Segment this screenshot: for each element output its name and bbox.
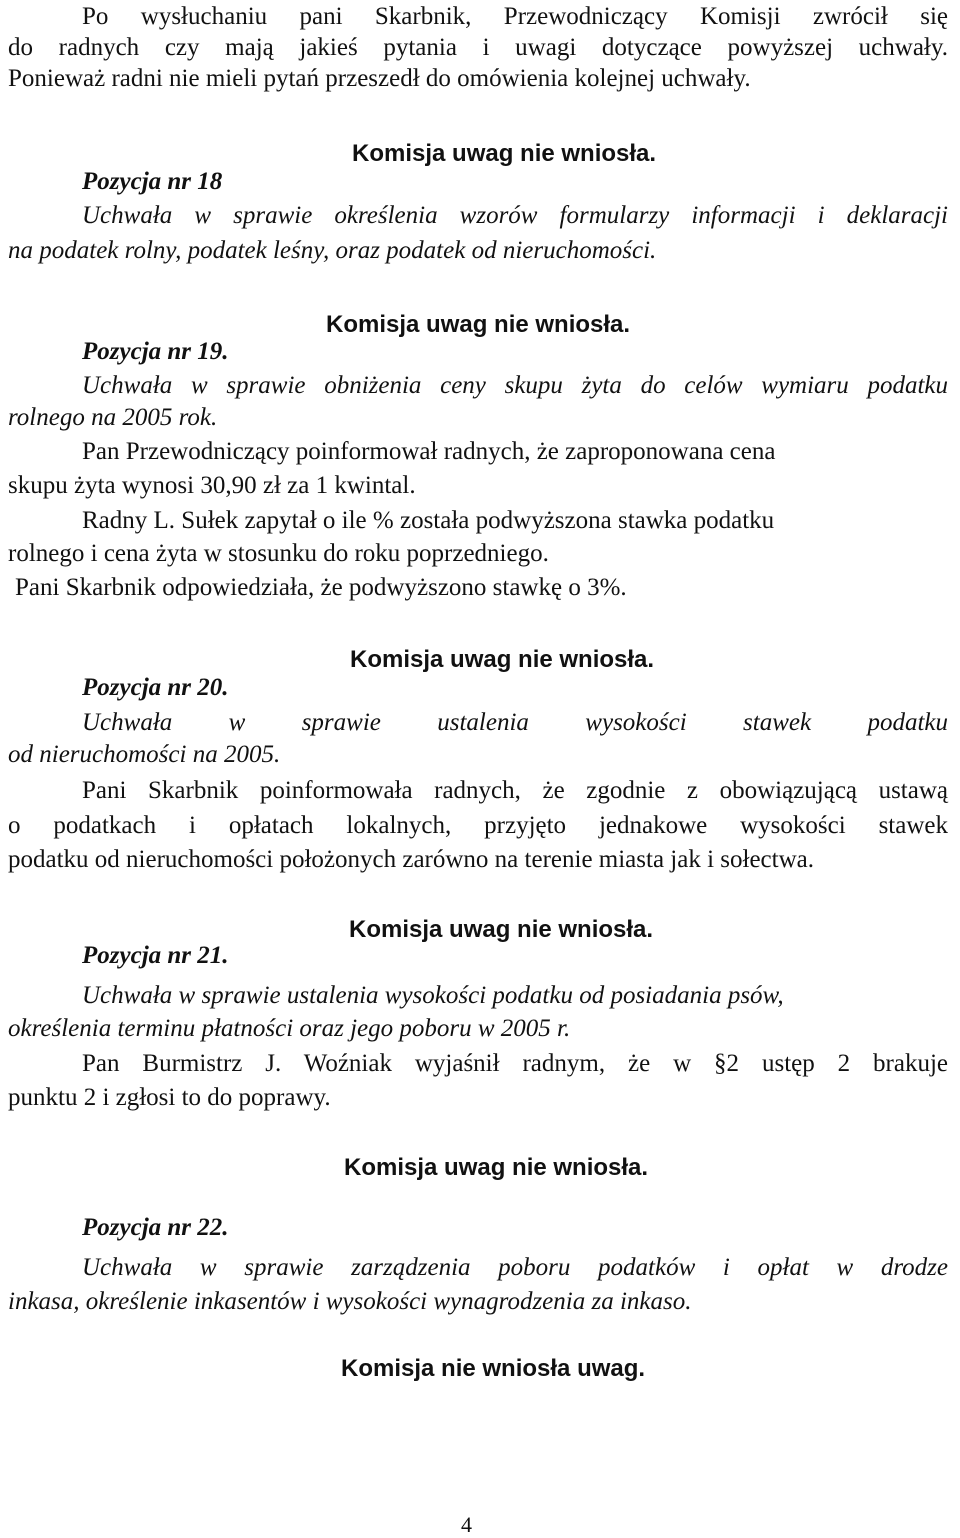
paragraph-line: Pan Przewodniczący poinformował radnych, że zaproponowana cena: [82, 438, 776, 465]
commission-remark: Komisja uwag nie wniosła.: [350, 646, 655, 673]
commission-remark: Komisja uwag nie wniosła.: [326, 311, 631, 338]
resolution-title-line: określenia terminu płatności oraz jego poboru w 2005 r.: [8, 1015, 571, 1042]
paragraph-line: Pani Skarbnik odpowiedziała, że podwyższono stawkę o 3%.: [15, 574, 627, 601]
paragraph-line: Po wysłuchaniu pani Skarbnik, Przewodniczący Komisji zwrócił się: [82, 3, 948, 30]
item-heading-19: Pozycja nr 19.: [82, 338, 229, 365]
paragraph-line: Ponieważ radni nie mieli pytań przeszedł do omówienia kolejnej uchwały.: [8, 65, 751, 92]
commission-remark: Komisja nie wniosła uwag.: [341, 1355, 646, 1382]
commission-remark: Komisja uwag nie wniosła.: [352, 140, 657, 167]
paragraph-line: skupu żyta wynosi 30,90 zł za 1 kwintal.: [8, 472, 416, 499]
paragraph-line: rolnego i cena żyta w stosunku do roku poprzedniego.: [8, 540, 549, 567]
paragraph-line: Radny L. Sułek zapytał o ile % została podwyższona stawka podatku: [82, 507, 775, 534]
paragraph-line: punktu 2 i zgłosi to do poprawy.: [8, 1084, 331, 1111]
paragraph-line: o podatkach i opłatach lokalnych, przyjęto jednakowe wysokości stawek: [8, 812, 948, 839]
resolution-title-line: od nieruchomości na 2005.: [8, 741, 281, 768]
paragraph-line: podatku od nieruchomości położonych zarówno na terenie miasta jak i sołectwa.: [8, 846, 814, 873]
resolution-title-line: rolnego na 2005 rok.: [8, 404, 218, 431]
resolution-title-line: Uchwała w sprawie ustalenia wysokości stawek podatku: [82, 709, 948, 736]
paragraph-line: Pani Skarbnik poinformowała radnych, że zgodnie z obowiązującą ustawą: [82, 777, 948, 804]
page-number: 4: [461, 1512, 472, 1537]
resolution-title-line: Uchwała w sprawie określenia wzorów formularzy informacji i deklaracji: [82, 202, 948, 229]
commission-remark: Komisja uwag nie wniosła.: [344, 1154, 649, 1181]
resolution-title-line: Uchwała w sprawie ustalenia wysokości podatku od posiadania psów,: [82, 982, 784, 1009]
item-heading-20: Pozycja nr 20.: [82, 674, 229, 701]
item-heading-18: Pozycja nr 18: [82, 168, 223, 195]
resolution-title-line: na podatek rolny, podatek leśny, oraz podatek od nieruchomości.: [8, 237, 657, 264]
item-heading-22: Pozycja nr 22.: [82, 1214, 229, 1241]
resolution-title-line: Uchwała w sprawie zarządzenia poboru podatków i opłat w drodze: [82, 1254, 948, 1281]
item-heading-21: Pozycja nr 21.: [82, 942, 229, 969]
paragraph-line: Pan Burmistrz J. Woźniak wyjaśnił radnym, że w §2 ustęp 2 brakuje: [82, 1050, 948, 1077]
resolution-title-line: inkasa, określenie inkasentów i wysokości wynagrodzenia za inkaso.: [8, 1288, 692, 1315]
commission-remark: Komisja uwag nie wniosła.: [349, 916, 654, 943]
paragraph-line: do radnych czy mają jakieś pytania i uwagi dotyczące powyższej uchwały.: [8, 34, 948, 61]
resolution-title-line: Uchwała w sprawie obniżenia ceny skupu żyta do celów wymiaru podatku: [82, 372, 948, 399]
